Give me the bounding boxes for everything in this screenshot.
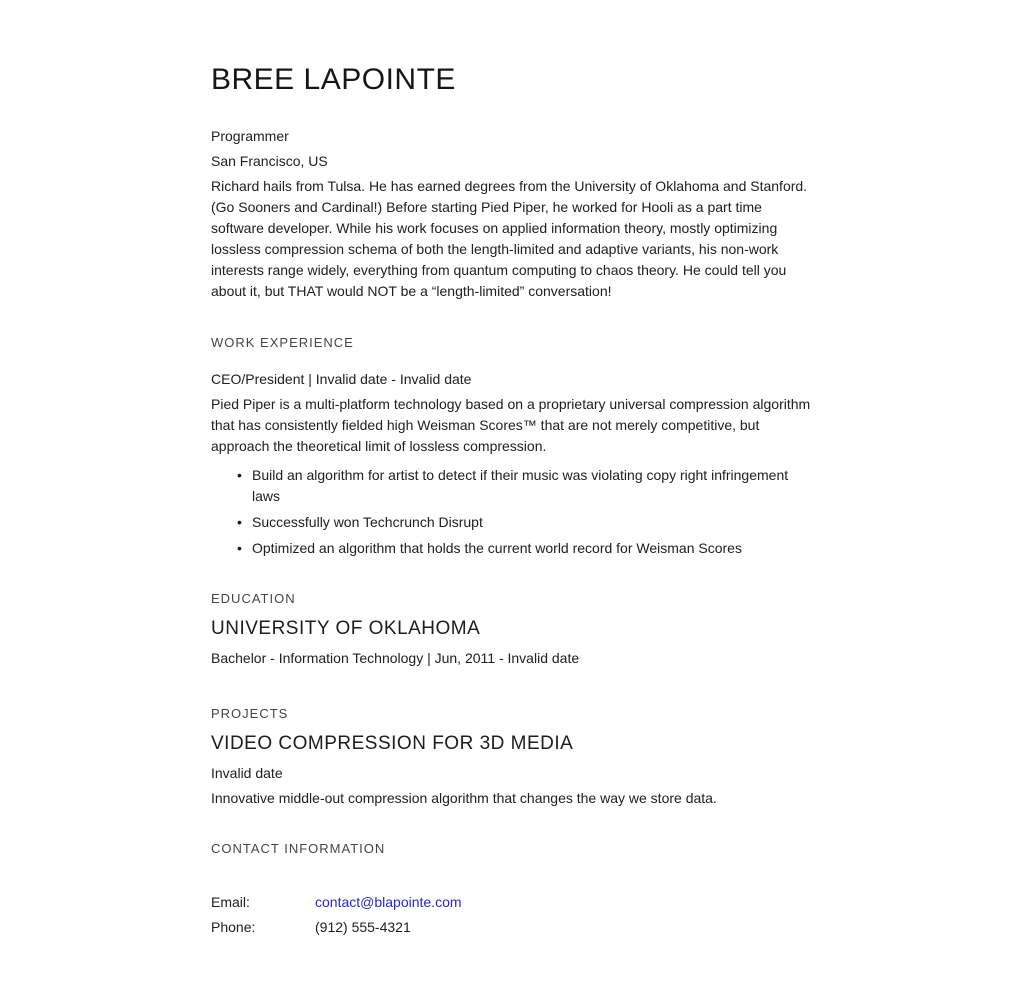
project-description: Innovative middle-out compression algorithm that changes the way we store data. [211,790,717,806]
project-title: VIDEO COMPRESSION FOR 3D MEDIA [211,733,574,754]
job-description: Pied Piper is a multi-platform technology based on a proprietary universal compression algorithm that has consistently fielded high Weisman Scores™ that are not merely competitive, but approach the theoretical limit of lossless compression. [211,396,811,454]
job-role: Programmer [211,128,289,144]
section-heading-projects: PROJECTS [211,706,289,721]
project-date: Invalid date [211,765,283,781]
contact-block [211,890,823,940]
email-value [315,890,462,915]
degree-dates: Bachelor - Information Technology | Jun, 2011 - Invalid date [211,650,580,666]
phone-value: (912) 555-4321 [315,919,411,935]
achievement-list [211,465,811,559]
section-heading-contact: CONTACT INFORMATION [211,841,386,856]
achievement-item: • Optimized an algorithm that holds the current world record for Weisman Scores [252,538,811,559]
resume-meta [211,124,823,174]
email-link[interactable]: contact@blapointe.com [315,894,462,910]
resume-name: BREE LAPOINTE [211,63,456,96]
resume-document [211,0,823,940]
contact-row-phone [211,915,823,940]
contact-row-email [211,890,823,915]
section-heading-education: EDUCATION [211,591,296,606]
achievement-item: • Successfully won Techcrunch Disrupt [252,512,811,533]
location: San Francisco, US [211,153,328,169]
school-name: UNIVERSITY OF OKLAHOMA [211,618,481,639]
phone-label: Phone: [211,919,256,935]
achievement-item: • Build an algorithm for artist to detect if their music was violating copy right infringement laws [252,465,811,507]
bio-paragraph: Richard hails from Tulsa. He has earned degrees from the University of Oklahoma and Stanford. (Go Sooners and Cardinal!) Before starting Pied Piper, he worked for Hooli as a part time software developer. While his work focuses on applied information theory, mostly optimizing lossless compression schema of both the length-limited and adaptive variants, his non-work interests range widely, everything from quantum computing to chaos theory. He could tell you about it, but THAT would NOT be a “length-limited” conversation! [211,178,808,299]
section-heading-work-experience: WORK EXPERIENCE [211,335,354,350]
email-label: Email: [211,894,250,910]
job-title-dates: CEO/President | Invalid date - Invalid date [211,371,472,387]
